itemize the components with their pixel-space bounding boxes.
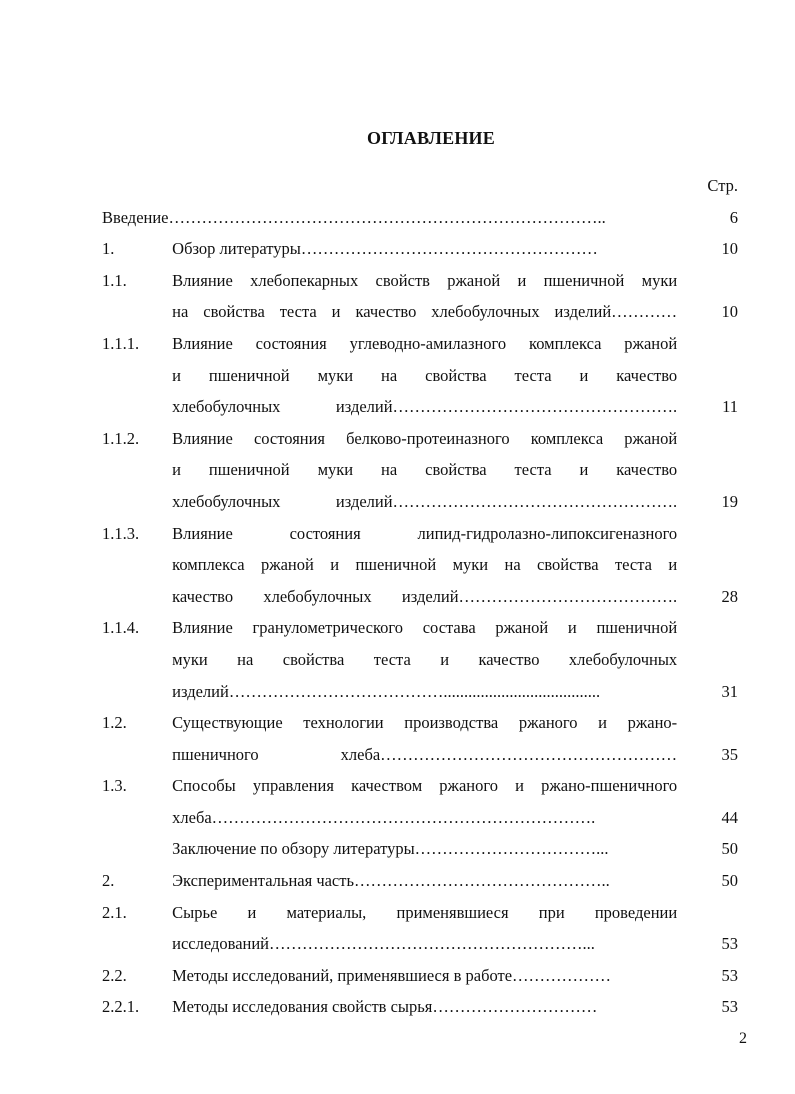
toc-entry-page: 10: [721, 302, 738, 322]
toc-entry-page: 35: [721, 744, 738, 764]
toc-entry-text: изделий…………………………………......................................: [172, 681, 601, 701]
toc-entry-number: 1.1.1.: [102, 333, 140, 353]
toc-entry-page: 19: [721, 491, 738, 511]
toc-entry-page: 50: [721, 871, 738, 891]
toc-entry-line: [102, 581, 742, 613]
toc-entry-text: Заключение по обзору литературы……………………………...: [172, 839, 609, 859]
toc-entry-page: 44: [721, 807, 738, 827]
toc-entry-page: 10: [721, 239, 738, 259]
toc-entry-line: [102, 486, 742, 518]
toc-entry-text: Влияние хлебопекарных свойств ржаной и пшеничной муки: [172, 270, 678, 290]
toc-entry-text: хлебобулочных изделий…………………………………………….: [172, 491, 678, 511]
toc-entry-line: [102, 644, 742, 676]
toc-entry-line: [102, 454, 742, 486]
toc-entry-text: комплекса ржаной и пшеничной муки на свойства теста и: [172, 555, 678, 575]
toc-entry-line: [102, 865, 742, 897]
toc-entry-number: 1.1.4.: [102, 618, 140, 638]
page-column-label: Стр.: [707, 176, 738, 195]
toc-intro-row: [102, 202, 742, 234]
toc-entry-number: 1.2.: [102, 713, 127, 733]
toc-entry-line: [102, 928, 742, 960]
toc-entry-text: Влияние состояния липид-гидролазно-липоксигеназного: [172, 523, 678, 543]
toc-header-row: [102, 170, 742, 202]
toc-entry-text: Способы управления качеством ржаного и ржано-пшеничного: [172, 776, 678, 796]
toc-entry-line: [102, 391, 742, 423]
toc-entry-text: Сырье и материалы, применявшиеся при проведении: [172, 902, 678, 922]
toc-entry-line: [102, 802, 742, 834]
toc-entry-page: 53: [721, 934, 738, 954]
toc-entry-page: 53: [721, 965, 738, 985]
toc-entry-text: муки на свойства теста и качество хлебобулочных: [172, 649, 678, 669]
toc-entry-text: качество хлебобулочных изделий………………………………….: [172, 586, 678, 606]
toc-entry-page: 53: [721, 997, 738, 1017]
toc-entry-text: Экспериментальная часть………………………………………..: [172, 871, 610, 891]
toc-entry-line: [102, 676, 742, 708]
toc-entry-number: 1.1.: [102, 270, 127, 290]
toc-entry-text: и пшеничной муки на свойства теста и качество: [172, 365, 678, 385]
toc-entry-text: хлебобулочных изделий…………………………………………….: [172, 397, 678, 417]
toc-entry-number: 1.3.: [102, 776, 127, 796]
toc-entry-text: Влияние состояния углеводно-амилазного комплекса ржаной: [172, 333, 678, 353]
toc-entry-line: [102, 991, 742, 1023]
toc-entry-line: [102, 296, 742, 328]
toc-entry-line: [102, 233, 742, 265]
toc-entry-text: Методы исследования свойств сырья…………………………: [172, 997, 598, 1017]
toc-entry-number: [102, 833, 172, 865]
toc-entry-number: 2.1.: [102, 902, 127, 922]
toc-entry-page: 31: [721, 681, 738, 701]
toc-entry-text: Существующие технологии производства ржаного и ржано-: [172, 713, 678, 733]
page-number: 2: [739, 1030, 747, 1047]
toc-entry-number: 1.: [102, 239, 115, 259]
toc-entry-page: 28: [721, 586, 738, 606]
toc-entry-text: Методы исследований, применявшиеся в работе………………: [172, 965, 612, 985]
toc-entry-line: [102, 770, 742, 802]
toc-intro-page: 6: [729, 207, 738, 227]
toc-title: ОГЛАВЛЕНИЕ: [367, 128, 495, 148]
toc-entry-number: 2.2.1.: [102, 997, 140, 1017]
toc-intro-text: Введение……………………………………………………………………..: [102, 207, 606, 227]
toc-entry-line: [102, 707, 742, 739]
toc-entry-page: 11: [722, 397, 738, 417]
toc-entry-line: [102, 265, 742, 297]
toc-entry-text: Обзор литературы………………………………………………: [172, 239, 598, 259]
toc-table: [102, 170, 742, 1023]
toc-entry-text: Влияние состояния белково-протеиназного комплекса ржаной: [172, 428, 678, 448]
toc-entry-number: 1.1.3.: [102, 523, 140, 543]
toc-entry-text: хлеба…………………………………………………………….: [172, 807, 596, 827]
toc-entry-line: [102, 739, 742, 771]
toc-entry-text: пшеничного хлеба………………………………………………: [172, 744, 678, 764]
toc-entry-line: [102, 423, 742, 455]
toc-entry-text: исследований…………………………………………………...: [172, 934, 595, 954]
toc-entry-number: 2.2.: [102, 965, 127, 985]
toc-entry-line: [102, 897, 742, 929]
toc-entry-line: [102, 328, 742, 360]
toc-entry-number: 2.: [102, 871, 115, 891]
toc-entry-text: Влияние гранулометрического состава ржаной и пшеничной: [172, 618, 678, 638]
toc-entry-number: 1.1.2.: [102, 428, 140, 448]
toc-entry-line: [102, 518, 742, 550]
toc-entry-line: [102, 549, 742, 581]
toc-entry-line: [102, 612, 742, 644]
toc-entry-line: [102, 360, 742, 392]
toc-entry-line: [102, 833, 742, 865]
toc-entry-line: [102, 960, 742, 992]
toc-entry-page: 50: [721, 839, 738, 859]
toc-entry-text: на свойства теста и качество хлебобулочных изделий…………: [172, 302, 678, 322]
toc-entry-text: и пшеничной муки на свойства теста и качество: [172, 460, 678, 480]
